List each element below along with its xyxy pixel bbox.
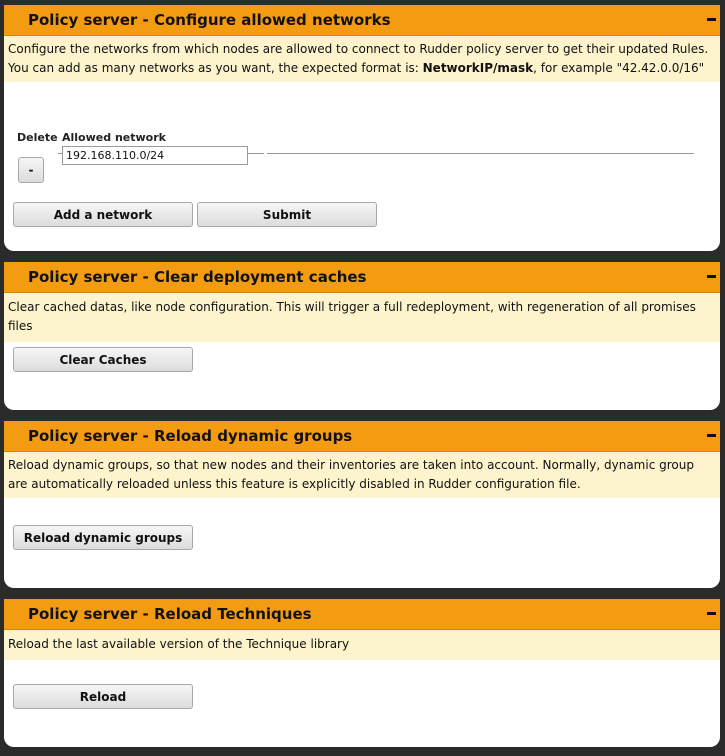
panel-header bbox=[4, 421, 720, 452]
panel-description: Reload dynamic groups, so that new nodes and their inventories are taken into account. Normally, dynamic group are automatically reloaded unless this feature is explicitly disabled in Rudder configuration file. bbox=[4, 452, 720, 498]
panel-description bbox=[4, 36, 720, 82]
format-hint: NetworkIP/mask bbox=[422, 61, 534, 75]
panel-reload-techniques bbox=[4, 599, 720, 747]
panel-header bbox=[4, 599, 720, 630]
panel-title: Policy server - Reload dynamic groups bbox=[28, 427, 353, 445]
submit-button[interactable]: Submit bbox=[197, 202, 377, 227]
collapse-icon[interactable] bbox=[707, 18, 716, 21]
add-network-button[interactable]: Add a network bbox=[13, 202, 193, 227]
allowed-network-input[interactable] bbox=[62, 146, 248, 165]
collapse-icon[interactable] bbox=[707, 434, 716, 437]
description-text: , for example "42.42.0.0/16" bbox=[533, 61, 705, 75]
collapse-icon[interactable] bbox=[707, 612, 716, 615]
panel-reload-dynamic-groups bbox=[4, 421, 720, 588]
reload-techniques-button[interactable]: Reload bbox=[13, 684, 193, 709]
table-header-rule bbox=[267, 153, 694, 154]
panel-description: Clear cached datas, like node configuration. This will trigger a full redeployment, with regeneration of all promises files bbox=[4, 293, 720, 342]
reload-dynamic-groups-button[interactable]: Reload dynamic groups bbox=[13, 525, 193, 550]
panel-header bbox=[4, 262, 720, 293]
panel-title: Policy server - Configure allowed networks bbox=[28, 11, 391, 29]
description-text: You can add as many networks as you want, the expected format is: bbox=[8, 61, 423, 75]
panel-header bbox=[4, 5, 720, 36]
description-line: Configure the networks from which nodes are allowed to connect to Rudder policy server to get their updated Rules. bbox=[8, 42, 709, 56]
panel-allowed-networks bbox=[4, 5, 720, 251]
collapse-icon[interactable] bbox=[707, 275, 716, 278]
panel-title: Policy server - Clear deployment caches bbox=[28, 268, 367, 286]
column-header-allowed-network: Allowed network bbox=[62, 131, 166, 144]
panel-clear-caches bbox=[4, 262, 720, 410]
description-line bbox=[8, 59, 716, 78]
panel-description: Reload the last available version of the Technique library bbox=[4, 630, 720, 660]
delete-network-button[interactable]: - bbox=[18, 157, 44, 183]
clear-caches-button[interactable]: Clear Caches bbox=[13, 347, 193, 372]
panel-title: Policy server - Reload Techniques bbox=[28, 605, 312, 623]
column-header-delete: Delete bbox=[17, 131, 58, 144]
